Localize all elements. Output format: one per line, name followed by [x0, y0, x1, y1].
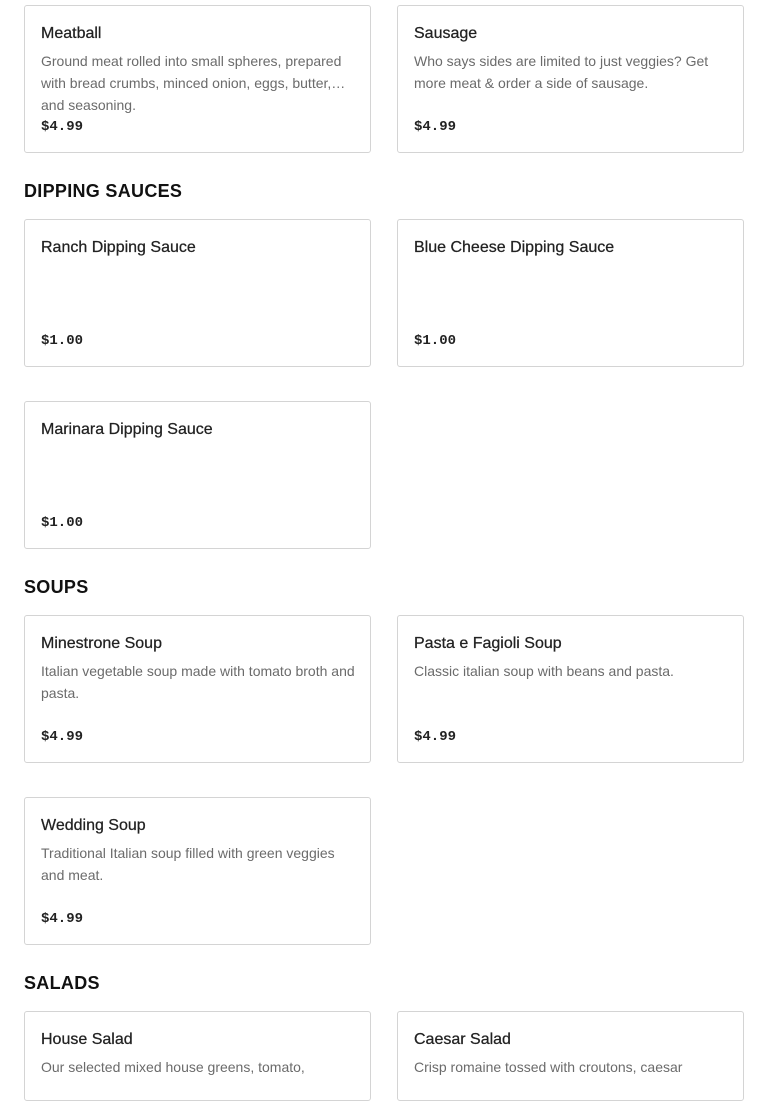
menu-item-description: Italian vegetable soup made with tomato broth and pasta.: [41, 663, 355, 701]
menu-item-price: $1.00: [41, 333, 84, 349]
menu-item-price: $4.99: [414, 729, 457, 745]
section-title-salads: SALADS: [24, 973, 100, 993]
menu-item-name: Ranch Dipping Sauce: [41, 239, 196, 256]
menu-item-name: Wedding Soup: [41, 817, 146, 834]
menu-item-card-ranch-dipping-sauce[interactable]: [24, 219, 371, 367]
menu-item-card-caesar-salad[interactable]: [397, 1011, 744, 1101]
menu-item-card-sausage[interactable]: [397, 5, 744, 153]
menu-item-price: $4.99: [41, 911, 84, 927]
menu-item-description: Classic italian soup with beans and pasta.: [414, 663, 674, 679]
menu-item-name: Minestrone Soup: [41, 635, 162, 652]
menu-item-price: $1.00: [414, 333, 457, 349]
menu-item-price: $1.00: [41, 515, 84, 531]
menu-item-description: Crisp romaine tossed with croutons, caesar: [414, 1059, 683, 1075]
menu-item-name: Meatball: [41, 25, 102, 42]
menu-item-card-house-salad[interactable]: [24, 1011, 371, 1101]
menu-item-name: Caesar Salad: [414, 1031, 511, 1048]
menu-item-card-marinara-dipping-sauce[interactable]: [24, 401, 371, 549]
menu-item-card-wedding-soup[interactable]: [24, 797, 371, 945]
menu-item-price: $4.99: [41, 119, 84, 135]
menu-item-card-blue-cheese-dipping-sauce[interactable]: [397, 219, 744, 367]
menu-item-card-pasta-e-fagioli-soup[interactable]: [397, 615, 744, 763]
menu-item-name: Marinara Dipping Sauce: [41, 421, 213, 438]
menu-item-name: Blue Cheese Dipping Sauce: [414, 239, 615, 256]
section-title-soups: SOUPS: [24, 577, 89, 597]
menu-item-name: House Salad: [41, 1031, 133, 1048]
menu-item-price: $4.99: [414, 119, 457, 135]
section-title-dipping-sauces: DIPPING SAUCES: [24, 181, 183, 201]
menu-item-card-meatball[interactable]: [24, 5, 371, 153]
menu-item-description: Our selected mixed house greens, tomato,: [41, 1059, 305, 1075]
menu-item-price: $4.99: [41, 729, 84, 745]
menu-item-description: Traditional Italian soup filled with green veggies and meat.: [41, 845, 335, 883]
menu-item-card-minestrone-soup[interactable]: [24, 615, 371, 763]
menu-item-name: Sausage: [414, 25, 478, 42]
menu-item-description: Ground meat rolled into small spheres, prepared with bread crumbs, minced onion, eggs, butter, and seasoning.: [41, 53, 342, 113]
menu-item-description: Who says sides are limited to just veggies? Get more meat & order a side of sausage.: [414, 53, 709, 91]
menu-item-name: Pasta e Fagioli Soup: [414, 635, 562, 652]
